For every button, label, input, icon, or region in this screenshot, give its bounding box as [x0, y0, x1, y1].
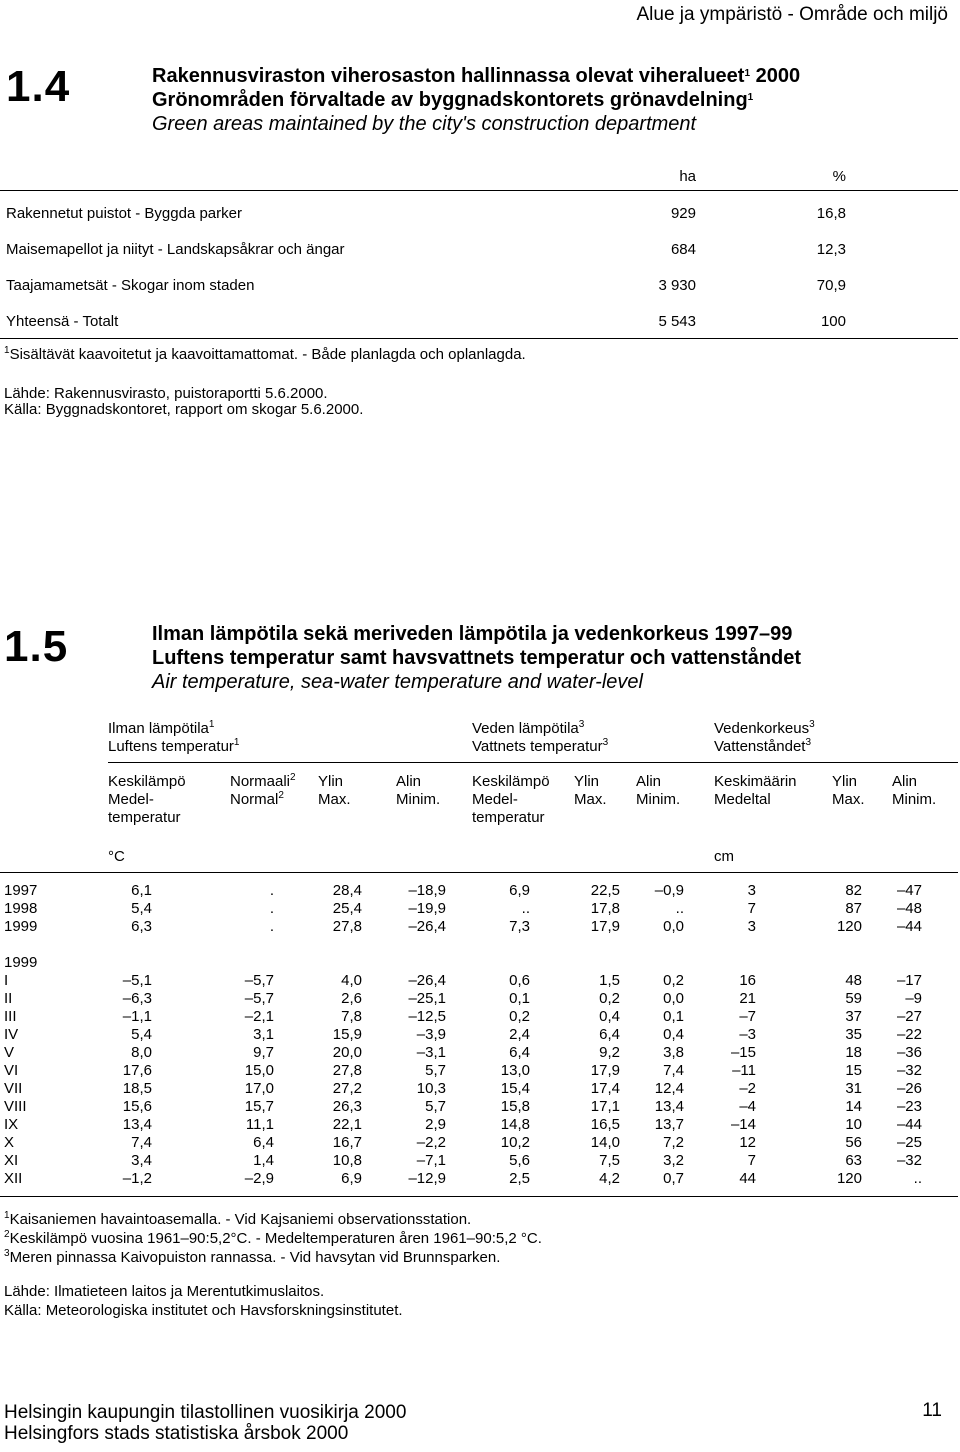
- table-cell: 6,1: [131, 882, 152, 899]
- table-cell: 1,5: [599, 972, 620, 989]
- table-cell: 9,2: [599, 1044, 620, 1061]
- table-row-label: Maisemapellot ja niityt - Landskapsåkrar och ängar: [6, 241, 345, 258]
- table-cell-pct: 16,8: [816, 205, 846, 222]
- table-cell: –2,2: [416, 1134, 446, 1151]
- subheader-level-mean: Keskimäärin Medeltal: [714, 773, 797, 808]
- table-cell: –2: [739, 1080, 756, 1097]
- table-cell: –15: [730, 1044, 756, 1061]
- table-cell: 10: [845, 1116, 862, 1133]
- table-cell: 2,9: [425, 1116, 446, 1133]
- table-cell: 0,0: [663, 990, 684, 1007]
- subheader-sea-min: Alin Minim.: [636, 773, 681, 808]
- table-cell-pct: 12,3: [816, 241, 846, 258]
- table-cell: –44: [896, 918, 922, 935]
- table-cell: 48: [845, 972, 862, 989]
- table-cell-ha: 3 930: [658, 277, 696, 294]
- table-cell: 17,4: [590, 1080, 620, 1097]
- table-cell: –7: [739, 1008, 756, 1025]
- table-cell: 13,0: [500, 1062, 530, 1079]
- table-cell: 17,1: [590, 1098, 620, 1115]
- table-1-4-title-fi: Rakennusviraston viherosaston hallinnassa olevat viheralueet$^1$ 2000: [152, 65, 801, 87]
- table-1-5-footnotes: [4, 1210, 542, 1267]
- table-cell: 35: [845, 1026, 862, 1043]
- table-cell: 6,4: [253, 1134, 274, 1151]
- group-header-rule: [108, 762, 958, 763]
- table-cell: 15,6: [122, 1098, 152, 1115]
- table-cell: –17: [896, 972, 922, 989]
- table-cell: 3,4: [131, 1152, 152, 1169]
- table-cell: 17,9: [590, 1062, 620, 1079]
- table-row-label: 1998: [4, 900, 38, 917]
- table-row-label: 1997: [4, 882, 38, 899]
- table-cell: 18,5: [122, 1080, 152, 1097]
- table-1-5-sources: Lähde: Ilmatieteen laitos ja Merentutkimuslaitos. Källa: Meteorologiska institutet och Havsforskningsinstitutet.: [4, 1283, 403, 1319]
- column-header-pct: %: [832, 168, 846, 185]
- table-cell: 10,3: [416, 1080, 446, 1097]
- table-cell: 3,8: [663, 1044, 684, 1061]
- table-cell: 120: [836, 1170, 862, 1187]
- table-cell: 17,6: [122, 1062, 152, 1079]
- table-cell: –6,3: [122, 990, 152, 1007]
- table-cell: –2,9: [244, 1170, 274, 1187]
- table-row-label: Taajamametsät - Skogar inom staden: [6, 277, 255, 294]
- table-cell: –2,1: [244, 1008, 274, 1025]
- table-cell: –32: [896, 1152, 922, 1169]
- group-header-level: Vedenkorkeus$^3$ Vattenståndet$^3$: [714, 719, 815, 755]
- table-1-4-source-fi: Lähde: Rakennusvirasto, puistoraportti 5.6.2000.: [4, 385, 328, 402]
- table-cell: 120: [836, 918, 862, 935]
- table-row-label: VI: [4, 1062, 19, 1079]
- table-cell: –27: [896, 1008, 922, 1025]
- table-cell: 14,8: [500, 1116, 530, 1133]
- table-cell: –5,7: [244, 972, 274, 989]
- table-cell: 15,8: [500, 1098, 530, 1115]
- table-cell: 0,2: [663, 972, 684, 989]
- table-cell: 56: [845, 1134, 862, 1151]
- table-cell: –1,2: [122, 1170, 152, 1187]
- table-cell: 12,4: [654, 1080, 684, 1097]
- table-row-label: 1999: [4, 918, 38, 935]
- table-1-4-title-sv: Grönområden förvaltade av byggnadskontorets grönavdelning$^1$: [152, 89, 754, 111]
- table-cell: 12: [739, 1134, 756, 1151]
- table-cell: 59: [845, 990, 862, 1007]
- table-cell: –26: [896, 1080, 922, 1097]
- table-cell: 7,4: [131, 1134, 152, 1151]
- table-cell: 3: [747, 918, 756, 935]
- table-1-5-title-en: Air temperature, sea-water temperature and water-level: [152, 671, 643, 693]
- table-cell: 3,1: [253, 1026, 274, 1043]
- table-cell: 0,2: [599, 990, 620, 1007]
- table-1-4-source-sv: Källa: Byggnadskontoret, rapport om skogar 5.6.2000.: [4, 401, 364, 418]
- table-cell: 7,8: [341, 1008, 362, 1025]
- footnote-1: $^1$Kaisaniemen havaintoasemalla. - Vid Kajsaniemi observationsstation.: [4, 1210, 472, 1228]
- running-header: Alue ja ympäristö - Område och miljö: [636, 4, 948, 25]
- table-cell: –12,5: [408, 1008, 446, 1025]
- table-1-4-header-rule: [0, 190, 958, 191]
- table-cell: –7,1: [416, 1152, 446, 1169]
- table-cell: 5,7: [425, 1098, 446, 1115]
- table-cell: 15,7: [244, 1098, 274, 1115]
- table-cell: –5,7: [244, 990, 274, 1007]
- column-header-ha: ha: [679, 168, 696, 185]
- table-cell: 6,4: [599, 1026, 620, 1043]
- table-cell: –32: [896, 1062, 922, 1079]
- table-cell: 63: [845, 1152, 862, 1169]
- table-cell: 1,4: [253, 1152, 274, 1169]
- table-cell: 15: [845, 1062, 862, 1079]
- table-1-5-header-rule: [0, 872, 958, 873]
- table-cell: –48: [896, 900, 922, 917]
- table-cell: –36: [896, 1044, 922, 1061]
- table-row-label: IV: [4, 1026, 19, 1043]
- subheader-air-mean: Keskilämpö Medel- temperatur: [108, 773, 186, 826]
- table-cell: 7,5: [599, 1152, 620, 1169]
- table-cell: 6,3: [131, 918, 152, 935]
- table-cell: 10,2: [500, 1134, 530, 1151]
- table-cell: 5,4: [131, 900, 152, 917]
- subheader-air-normal: Normaali$^2$ Normal$^2$: [230, 772, 296, 808]
- table-cell: –5,1: [122, 972, 152, 989]
- table-cell: 16,5: [590, 1116, 620, 1133]
- table-cell: –11: [732, 1062, 756, 1079]
- table-cell: 2,5: [509, 1170, 530, 1187]
- subheader-sea-mean: Keskilämpö Medel- temperatur: [472, 773, 550, 826]
- group-header-sea: Veden lämpötila$^3$ Vattnets temperatur$^3$: [472, 719, 609, 755]
- table-cell: –26,4: [408, 918, 446, 935]
- table-cell: 0,0: [663, 918, 684, 935]
- table-cell: 4,0: [341, 972, 362, 989]
- table-cell: 27,8: [332, 1062, 362, 1079]
- table-cell: 0,1: [509, 990, 530, 1007]
- table-cell: –23: [896, 1098, 922, 1115]
- table-cell: 0,4: [663, 1026, 684, 1043]
- subheader-level-max: Ylin Max.: [832, 773, 865, 808]
- table-cell: 0,4: [599, 1008, 620, 1025]
- group-header-air: Ilman lämpötila$^1$ Luftens temperatur$^1$: [108, 719, 240, 755]
- table-cell-ha: 929: [670, 205, 696, 222]
- table-row-label: I: [4, 972, 9, 989]
- table-cell: –47: [896, 882, 922, 899]
- table-cell: 2,6: [341, 990, 362, 1007]
- table-cell: 15,4: [500, 1080, 530, 1097]
- table-cell: 0,6: [509, 972, 530, 989]
- table-cell: –19,9: [408, 900, 446, 917]
- table-cell: 25,4: [332, 900, 362, 917]
- table-cell: 31: [845, 1080, 862, 1097]
- table-cell: –14: [730, 1116, 756, 1133]
- table-cell: 6,9: [341, 1170, 362, 1187]
- subheader-air-min: Alin Minim.: [396, 773, 441, 808]
- table-cell: –1,1: [122, 1008, 152, 1025]
- table-cell: 18: [845, 1044, 862, 1061]
- table-cell: 27,8: [332, 918, 362, 935]
- table-cell: –9: [905, 990, 922, 1007]
- table-cell: 3: [747, 882, 756, 899]
- table-cell: 0,7: [663, 1170, 684, 1187]
- table-cell: 27,2: [332, 1080, 362, 1097]
- table-cell: –44: [896, 1116, 922, 1133]
- table-row-label: XI: [4, 1152, 19, 1169]
- page-number: 11: [922, 1400, 942, 1421]
- table-cell-ha-total: 5 543: [658, 313, 696, 330]
- table-cell: 13,4: [654, 1098, 684, 1115]
- table-cell: –26,4: [408, 972, 446, 989]
- table-cell: 16: [739, 972, 756, 989]
- table-cell: 7,3: [509, 918, 530, 935]
- table-cell: 13,7: [654, 1116, 684, 1133]
- table-cell: 7: [747, 900, 756, 917]
- subheader-air-max: Ylin Max.: [318, 773, 351, 808]
- month-year-label: 1999: [4, 954, 38, 971]
- table-cell: 6,9: [509, 882, 530, 899]
- table-cell-pct-total: 100: [820, 313, 846, 330]
- table-cell: 87: [845, 900, 862, 917]
- table-cell: 14: [845, 1098, 862, 1115]
- table-cell: 5,6: [509, 1152, 530, 1169]
- table-cell: 15,0: [244, 1062, 274, 1079]
- table-cell: 5,4: [131, 1026, 152, 1043]
- table-cell: 17,0: [244, 1080, 274, 1097]
- table-cell-ha: 684: [670, 241, 696, 258]
- table-1-5-title-fi: Ilman lämpötila sekä meriveden lämpötila ja vedenkorkeus 1997–99: [152, 623, 793, 645]
- table-row-label-total: Yhteensä - Totalt: [6, 313, 119, 330]
- table-cell: 2,4: [509, 1026, 530, 1043]
- table-cell: 13,4: [122, 1116, 152, 1133]
- table-row-label: XII: [4, 1170, 23, 1187]
- table-1-4-title-en: Green areas maintained by the city's construction department: [152, 113, 697, 135]
- table-cell: 17,8: [590, 900, 620, 917]
- table-row-label: IX: [4, 1116, 19, 1133]
- table-row-label: VIII: [4, 1098, 27, 1115]
- subheader-sea-max: Ylin Max.: [574, 773, 607, 808]
- table-cell: 11,1: [245, 1116, 274, 1133]
- table-cell: 7,2: [663, 1134, 684, 1151]
- table-cell: 17,9: [590, 918, 620, 935]
- table-row-label: V: [4, 1044, 15, 1061]
- table-cell: 22,1: [332, 1116, 362, 1133]
- table-cell: 6,4: [509, 1044, 530, 1061]
- table-cell: –25: [896, 1134, 922, 1151]
- table-1-4-bottom-rule: [0, 338, 958, 339]
- table-cell: .: [269, 918, 274, 935]
- table-cell: –4: [739, 1098, 756, 1115]
- table-row-label: VII: [4, 1080, 23, 1097]
- unit-cm: cm: [714, 848, 734, 865]
- table-cell: –3,9: [416, 1026, 446, 1043]
- table-row-label: II: [4, 990, 13, 1007]
- table-row-label: Rakennetut puistot - Byggda parker: [6, 205, 242, 222]
- table-cell: 22,5: [590, 882, 620, 899]
- table-cell: 4,2: [599, 1170, 620, 1187]
- table-1-5-bottom-rule: [0, 1196, 958, 1197]
- table-cell: 7: [747, 1152, 756, 1169]
- table-cell: ..: [521, 900, 530, 917]
- table-cell-pct: 70,9: [816, 277, 846, 294]
- table-cell: 15,9: [332, 1026, 362, 1043]
- unit-celsius: °C: [108, 848, 125, 865]
- table-cell: ..: [913, 1170, 922, 1187]
- footnote-2: $^2$Keskilämpö vuosina 1961–90:5,2°C. - Medeltemperaturen åren 1961–90:5,2 °C.: [4, 1229, 542, 1247]
- table-cell: 21: [739, 990, 756, 1007]
- table-cell: 26,3: [332, 1098, 362, 1115]
- table-cell: –3: [739, 1026, 756, 1043]
- page-footer: Helsingin kaupungin tilastollinen vuosikirja 2000 Helsingfors stads statistiska årsbok 2000: [4, 1402, 407, 1444]
- table-cell: 0,1: [663, 1008, 684, 1025]
- table-cell: .: [269, 900, 274, 917]
- table-cell: –3,1: [416, 1044, 446, 1061]
- table-cell: –25,1: [408, 990, 446, 1007]
- table-cell: .: [269, 882, 274, 899]
- table-1-4-footnote: $^1$Sisältävät kaavoitetut ja kaavoittamattomat. - Både planlagda och oplanlagda.: [4, 345, 526, 363]
- table-cell: 5,7: [425, 1062, 446, 1079]
- table-cell: 44: [739, 1170, 756, 1187]
- table-cell: 37: [845, 1008, 862, 1025]
- footnote-3: $^3$Meren pinnassa Kaivopuiston rannassa. - Vid havsytan vid Brunnsparken.: [4, 1248, 501, 1266]
- subheader-level-min: Alin Minim.: [892, 773, 937, 808]
- table-row-label: III: [4, 1008, 17, 1025]
- table-1-5-number: 1.5: [4, 622, 69, 671]
- table-cell: 9,7: [253, 1044, 274, 1061]
- table-cell: 3,2: [663, 1152, 684, 1169]
- table-cell: 14,0: [590, 1134, 620, 1151]
- table-cell: ..: [675, 900, 684, 917]
- table-cell: 8,0: [131, 1044, 152, 1061]
- table-cell: 20,0: [332, 1044, 362, 1061]
- table-cell: 10,8: [332, 1152, 362, 1169]
- table-row-label: X: [4, 1134, 15, 1151]
- table-cell: –22: [896, 1026, 922, 1043]
- table-cell: 7,4: [663, 1062, 684, 1079]
- table-cell: –12,9: [408, 1170, 446, 1187]
- table-cell: 82: [845, 882, 862, 899]
- table-cell: –18,9: [408, 882, 446, 899]
- table-cell: 28,4: [332, 882, 362, 899]
- table-1-5-title-sv: Luftens temperatur samt havsvattnets temperatur och vattenståndet: [152, 647, 802, 669]
- table-cell: –0,9: [654, 882, 684, 899]
- table-cell: 0,2: [509, 1008, 530, 1025]
- table-1-4-number: 1.4: [6, 62, 71, 111]
- table-cell: 16,7: [332, 1134, 362, 1151]
